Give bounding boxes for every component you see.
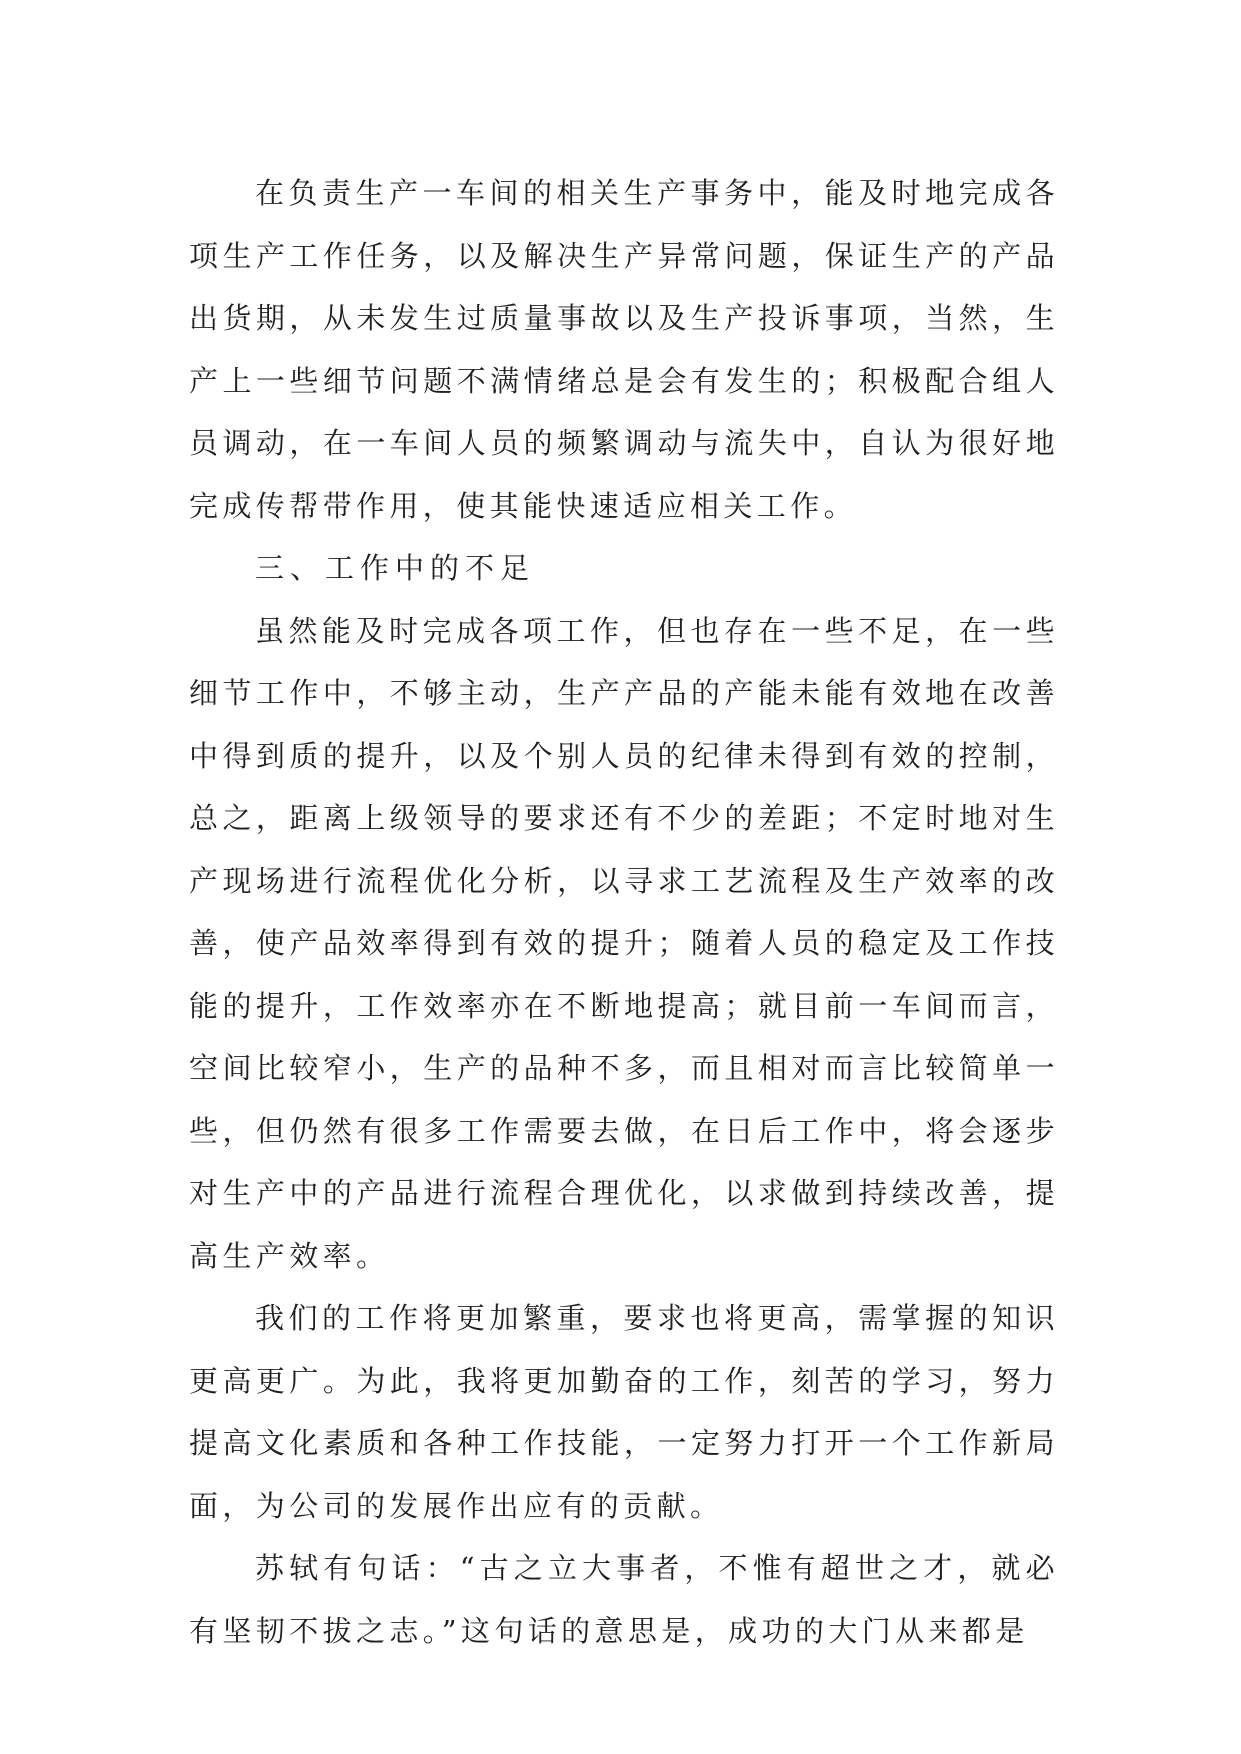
paragraph-workshop-duties: 在负责生产一车间的相关生产事务中，能及时地完成各项生产工作任务，以及解决生产异常问题，保证生产的产品出货期，从未发生过质量事故以及生产投诉事项，当然，生产上一些细节问题不满情绪总是会有发生的；积极配合组人员调动，在一车间人员的频繁调动与流失中，自认为很好地完成传帮带作用，使其能快速适应相关工作。 [189, 176, 1059, 523]
document-body [189, 162, 1059, 1662]
paragraph-shortcomings: 虽然能及时完成各项工作，但也存在一些不足，在一些细节工作中，不够主动，生产产品的产能未能有效地在改善中得到质的提升，以及个别人员的纪律未得到有效的控制，总之，距离上级领导的要求还有不少的差距；不定时地对生产现场进行流程优化分析，以寻求工艺流程及生产效率的改善，使产品效率得到有效的提升；随着人员的稳定及工作技能的提升，工作效率亦在不断地提高；就目前一车间而言，空间比较窄小，生产的品种不多，而且相对而言比较简单一些，但仍然有很多工作需要去做，在日后工作中，将会逐步对生产中的产品进行流程合理优化，以求做到持续改善，提高生产效率。 [189, 613, 1059, 1273]
paragraph-future-work: 我们的工作将更加繁重，要求也将更高，需掌握的知识更高更广。为此，我将更加勤奋的工作，刻苦的学习，努力提高文化素质和各种工作技能，一定努力打开一个工作新局面，为公司的发展作出应有的贡献。 [189, 1301, 1059, 1523]
section-heading-shortcomings: 三、工作中的不足 [255, 551, 536, 585]
paragraph-su-shi-quote: 苏轼有句话：“古之立大事者，不惟有超世之才，就必有坚韧不拔之志。”这句话的意思是，成功的大门从来都是 [189, 1551, 1059, 1648]
